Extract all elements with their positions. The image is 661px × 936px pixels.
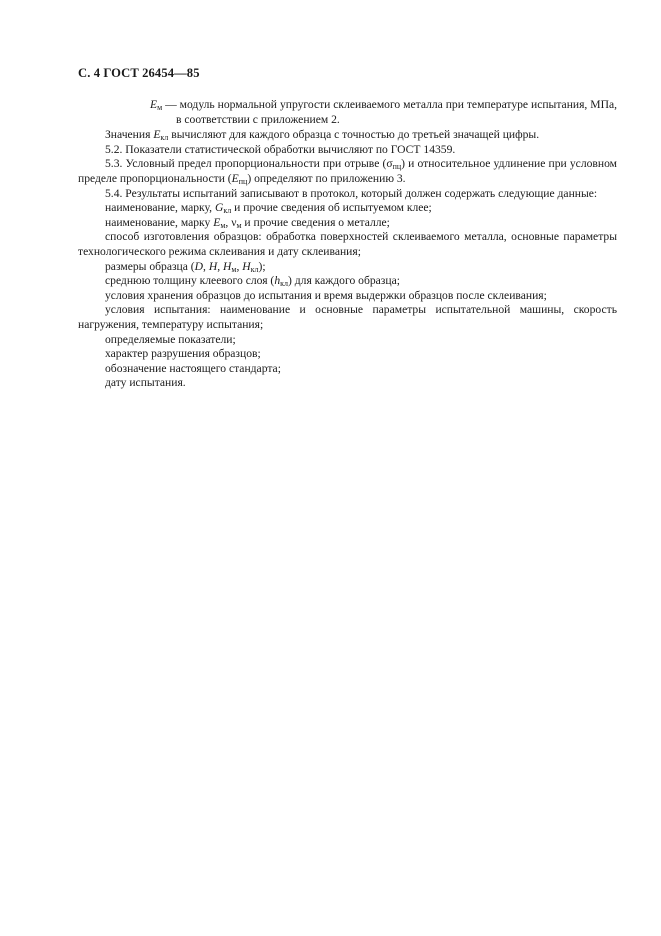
subscript: кл bbox=[280, 279, 288, 289]
subscript: м bbox=[157, 103, 163, 112]
list-item-fracture: характер разрушения образцов; bbox=[105, 347, 261, 361]
text: , ν bbox=[225, 215, 237, 229]
list-item-fabrication: способ изготовления образцов: обработка поверхностей склеиваемого металла, основные параметры технологического режима склеивания и дату склеивания; bbox=[78, 230, 617, 258]
list-item-test-conditions: условия испытания: наименование и основные параметры испытательной машины, скорость нагружения, температуру испытания; bbox=[78, 303, 617, 331]
page-header: С. 4 ГОСТ 26454—85 bbox=[78, 66, 200, 80]
paragraph-5-4: 5.4. Результаты испытаний записывают в протокол, который должен содержать следующие данные: bbox=[105, 186, 598, 200]
subscript: м bbox=[236, 220, 242, 230]
text: 5.3. Условный предел пропорциональности при отрыве (σ bbox=[105, 157, 393, 171]
text: , bbox=[203, 259, 209, 273]
paragraph-e-kl-values bbox=[78, 128, 617, 143]
list-item-adhesive bbox=[78, 201, 617, 216]
symbol: E bbox=[231, 171, 239, 185]
symbol: E bbox=[153, 128, 161, 142]
text: , bbox=[236, 259, 243, 273]
document-body bbox=[78, 98, 617, 391]
text: ) определяют по приложению 3. bbox=[247, 171, 406, 185]
text: среднюю толщину клеевого слоя ( bbox=[105, 274, 275, 288]
subscript: пц bbox=[392, 162, 402, 172]
subscript: пц bbox=[238, 176, 248, 186]
symbol: h bbox=[274, 274, 281, 288]
list-item-storage: условия хранения образцов до испытания и время выдержки образцов после склеивания; bbox=[105, 288, 547, 302]
definition-e-m bbox=[78, 98, 617, 127]
paragraph-5-3 bbox=[78, 157, 617, 186]
subscript: м bbox=[220, 220, 226, 230]
text: ); bbox=[258, 259, 266, 273]
text: вычисляют для каждого образца с точностью до третьей значащей цифры. bbox=[171, 128, 540, 142]
symbol: G bbox=[214, 201, 224, 215]
text: и прочие сведения об испытуемом клее; bbox=[234, 201, 432, 215]
symbol: H bbox=[208, 259, 218, 273]
list-item-thickness bbox=[78, 274, 617, 289]
paragraph-5-2: 5.2. Показатели статистической обработки вычисляют по ГОСТ 14359. bbox=[105, 142, 456, 156]
text: наименование, марку, bbox=[105, 201, 213, 215]
text: , bbox=[217, 259, 223, 273]
text: наименование, марку bbox=[105, 215, 211, 229]
subscript: кл bbox=[160, 133, 169, 143]
symbol: H bbox=[242, 259, 251, 273]
list-item-standard: обозначение настоящего стандарта; bbox=[105, 361, 281, 375]
symbol: E bbox=[213, 215, 221, 229]
list-item-test-date: дату испытания. bbox=[105, 376, 186, 390]
list-item-indicators: определяемые показатели; bbox=[105, 332, 236, 346]
text: ) для каждого образца; bbox=[288, 274, 400, 288]
list-item-metal bbox=[78, 216, 617, 231]
symbol: D bbox=[194, 259, 204, 273]
text: ) и относительное удлинение при условном пределе пропорциональности ( bbox=[78, 157, 618, 185]
list-item-dimensions bbox=[78, 260, 617, 275]
text: Значения bbox=[105, 128, 151, 142]
definition-text: — модуль нормальной упругости склеиваемого металла при температуре испытания, МПа, в соответствии с приложением 2. bbox=[165, 98, 617, 126]
symbol: E bbox=[150, 98, 158, 111]
subscript: кл bbox=[223, 206, 232, 216]
text: размеры образца ( bbox=[105, 259, 195, 273]
symbol: H bbox=[223, 259, 232, 273]
subscript: кл bbox=[250, 264, 259, 274]
text: и прочие сведения о металле; bbox=[241, 215, 390, 229]
subscript: м bbox=[231, 264, 237, 274]
